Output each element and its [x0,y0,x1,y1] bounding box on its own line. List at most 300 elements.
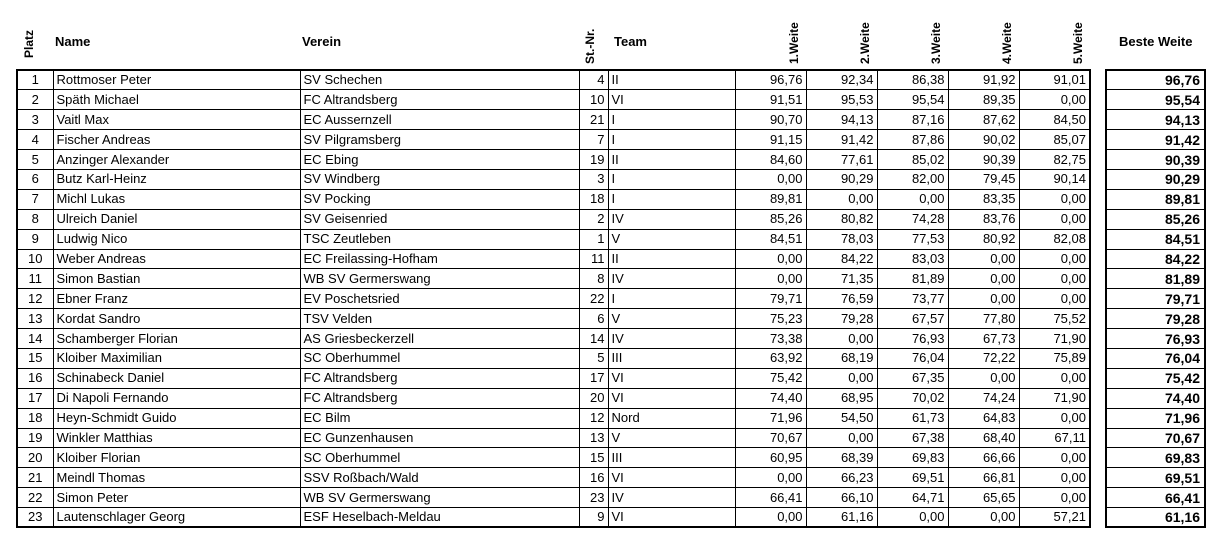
weite-3-cell: 64,71 [877,488,948,508]
st-nr-cell: 12 [579,408,608,428]
weite-1-cell: 71,96 [735,408,806,428]
column-gap [1090,388,1106,408]
weite-3-cell: 85,02 [877,150,948,170]
header-weite-2: 2.Weite [858,22,872,64]
st-nr-cell: 22 [579,289,608,309]
header-platz: Platz [22,29,36,58]
weite-1-cell: 0,00 [735,269,806,289]
weite-2-cell: 94,13 [806,110,877,130]
column-gap [1090,90,1106,110]
weite-3-cell: 67,35 [877,368,948,388]
weite-2-cell: 91,42 [806,130,877,150]
st-nr-cell: 19 [579,150,608,170]
column-gap [1090,289,1106,309]
weite-4-cell: 90,39 [948,150,1019,170]
table-row [17,329,1205,349]
beste-weite-cell: 85,26 [1106,209,1205,229]
column-gap [1090,209,1106,229]
st-nr-cell: 18 [579,189,608,209]
name-cell: Lautenschlager Georg [53,508,300,528]
team-cell: I [608,189,735,209]
beste-weite-cell: 70,67 [1106,428,1205,448]
verein-cell: SV Geisenried [300,209,579,229]
weite-1-cell: 0,00 [735,468,806,488]
st-nr-cell: 23 [579,488,608,508]
weite-4-cell: 80,92 [948,229,1019,249]
name-cell: Späth Michael [53,90,300,110]
weite-1-cell: 70,67 [735,428,806,448]
weite-5-cell: 0,00 [1019,368,1090,388]
table-row [17,130,1205,150]
weite-3-cell: 95,54 [877,90,948,110]
verein-cell: WB SV Germerswang [300,269,579,289]
weite-4-cell: 0,00 [948,269,1019,289]
weite-3-cell: 83,03 [877,249,948,269]
table-row [17,348,1205,368]
column-gap [1090,508,1106,528]
weite-2-cell: 95,53 [806,90,877,110]
beste-weite-cell: 69,51 [1106,468,1205,488]
weite-4-cell: 66,66 [948,448,1019,468]
st-nr-cell: 3 [579,169,608,189]
column-gap [1090,130,1106,150]
team-cell: IV [608,488,735,508]
weite-4-cell: 89,35 [948,90,1019,110]
weite-3-cell: 86,38 [877,70,948,90]
weite-5-cell: 75,89 [1019,348,1090,368]
weite-2-cell: 84,22 [806,249,877,269]
name-cell: Fischer Andreas [53,130,300,150]
team-cell: V [608,428,735,448]
weite-4-cell: 64,83 [948,408,1019,428]
weite-1-cell: 91,51 [735,90,806,110]
st-nr-cell: 2 [579,209,608,229]
weite-5-cell: 0,00 [1019,90,1090,110]
weite-1-cell: 73,38 [735,329,806,349]
team-cell: VI [608,368,735,388]
beste-weite-cell: 84,51 [1106,229,1205,249]
platz-cell: 5 [17,150,53,170]
team-cell: III [608,348,735,368]
weite-2-cell: 66,10 [806,488,877,508]
verein-cell: AS Griesbeckerzell [300,329,579,349]
weite-1-cell: 66,41 [735,488,806,508]
weite-3-cell: 61,73 [877,408,948,428]
beste-weite-cell: 81,89 [1106,269,1205,289]
table-row [17,428,1205,448]
name-cell: Schinabeck Daniel [53,368,300,388]
st-nr-cell: 21 [579,110,608,130]
team-cell: II [608,249,735,269]
weite-5-cell: 0,00 [1019,468,1090,488]
weite-4-cell: 87,62 [948,110,1019,130]
weite-5-cell: 91,01 [1019,70,1090,90]
st-nr-cell: 8 [579,269,608,289]
beste-weite-cell: 61,16 [1106,508,1205,528]
results-table [16,69,1206,528]
verein-cell: FC Altrandsberg [300,388,579,408]
weite-4-cell: 65,65 [948,488,1019,508]
table-row [17,269,1205,289]
weite-4-cell: 72,22 [948,348,1019,368]
weite-2-cell: 0,00 [806,329,877,349]
beste-weite-cell: 90,29 [1106,169,1205,189]
weite-5-cell: 0,00 [1019,289,1090,309]
column-gap [1090,189,1106,209]
team-cell: IV [608,329,735,349]
name-cell: Kloiber Florian [53,448,300,468]
team-cell: III [608,448,735,468]
column-gap [1090,169,1106,189]
weite-5-cell: 84,50 [1019,110,1090,130]
table-row [17,229,1205,249]
weite-5-cell: 0,00 [1019,249,1090,269]
weite-5-cell: 90,14 [1019,169,1090,189]
column-gap [1090,269,1106,289]
name-cell: Ludwig Nico [53,229,300,249]
weite-5-cell: 0,00 [1019,408,1090,428]
weite-4-cell: 68,40 [948,428,1019,448]
team-cell: VI [608,468,735,488]
st-nr-cell: 16 [579,468,608,488]
beste-weite-cell: 75,42 [1106,368,1205,388]
st-nr-cell: 17 [579,368,608,388]
table-row [17,110,1205,130]
beste-weite-cell: 76,04 [1106,348,1205,368]
weite-1-cell: 0,00 [735,169,806,189]
beste-weite-cell: 91,42 [1106,130,1205,150]
weite-1-cell: 84,51 [735,229,806,249]
weite-3-cell: 0,00 [877,189,948,209]
results-rows [17,70,1205,527]
weite-4-cell: 79,45 [948,169,1019,189]
st-nr-cell: 6 [579,309,608,329]
name-cell: Kloiber Maximilian [53,348,300,368]
table-row [17,70,1205,90]
weite-3-cell: 76,93 [877,329,948,349]
weite-1-cell: 84,60 [735,150,806,170]
table-row [17,408,1205,428]
platz-cell: 21 [17,468,53,488]
table-row [17,309,1205,329]
st-nr-cell: 20 [579,388,608,408]
weite-5-cell: 0,00 [1019,269,1090,289]
weite-5-cell: 0,00 [1019,209,1090,229]
name-cell: Schamberger Florian [53,329,300,349]
weite-1-cell: 96,76 [735,70,806,90]
weite-3-cell: 70,02 [877,388,948,408]
weite-4-cell: 67,73 [948,329,1019,349]
table-row [17,368,1205,388]
team-cell: VI [608,90,735,110]
verein-cell: TSV Velden [300,309,579,329]
team-cell: VI [608,508,735,528]
column-gap [1090,329,1106,349]
name-cell: Butz Karl-Heinz [53,169,300,189]
team-cell: I [608,130,735,150]
verein-cell: WB SV Germerswang [300,488,579,508]
weite-2-cell: 71,35 [806,269,877,289]
weite-3-cell: 77,53 [877,229,948,249]
weite-1-cell: 85,26 [735,209,806,229]
weite-3-cell: 69,51 [877,468,948,488]
weite-1-cell: 74,40 [735,388,806,408]
weite-3-cell: 69,83 [877,448,948,468]
table-row [17,388,1205,408]
platz-cell: 16 [17,368,53,388]
column-gap [1090,309,1106,329]
st-nr-cell: 10 [579,90,608,110]
weite-2-cell: 61,16 [806,508,877,528]
team-cell: II [608,150,735,170]
platz-cell: 19 [17,428,53,448]
weite-5-cell: 57,21 [1019,508,1090,528]
st-nr-cell: 15 [579,448,608,468]
platz-cell: 10 [17,249,53,269]
weite-3-cell: 87,86 [877,130,948,150]
verein-cell: SSV Roßbach/Wald [300,468,579,488]
verein-cell: SV Schechen [300,70,579,90]
table-row [17,448,1205,468]
verein-cell: FC Altrandsberg [300,90,579,110]
weite-4-cell: 0,00 [948,508,1019,528]
weite-5-cell: 0,00 [1019,488,1090,508]
team-cell: V [608,309,735,329]
name-cell: Heyn-Schmidt Guido [53,408,300,428]
weite-2-cell: 66,23 [806,468,877,488]
weite-4-cell: 66,81 [948,468,1019,488]
st-nr-cell: 11 [579,249,608,269]
weite-5-cell: 0,00 [1019,189,1090,209]
weite-4-cell: 91,92 [948,70,1019,90]
platz-cell: 20 [17,448,53,468]
weite-4-cell: 83,76 [948,209,1019,229]
platz-cell: 15 [17,348,53,368]
beste-weite-cell: 79,28 [1106,309,1205,329]
column-gap [1090,408,1106,428]
column-gap [1090,150,1106,170]
table-row [17,209,1205,229]
header-weite-4: 4.Weite [1000,22,1014,64]
name-cell: Simon Bastian [53,269,300,289]
weite-5-cell: 82,08 [1019,229,1090,249]
beste-weite-cell: 90,39 [1106,150,1205,170]
column-gap [1090,110,1106,130]
beste-weite-cell: 69,83 [1106,448,1205,468]
verein-cell: SV Pilgramsberg [300,130,579,150]
team-cell: I [608,110,735,130]
beste-weite-cell: 79,71 [1106,289,1205,309]
team-cell: V [608,229,735,249]
beste-weite-cell: 94,13 [1106,110,1205,130]
weite-2-cell: 92,34 [806,70,877,90]
header-weite-1: 1.Weite [787,22,801,64]
verein-cell: EV Poschetsried [300,289,579,309]
weite-4-cell: 83,35 [948,189,1019,209]
column-gap [1090,428,1106,448]
verein-cell: SC Oberhummel [300,348,579,368]
verein-cell: FC Altrandsberg [300,368,579,388]
team-cell: II [608,70,735,90]
weite-5-cell: 82,75 [1019,150,1090,170]
name-cell: Rottmoser Peter [53,70,300,90]
weite-2-cell: 77,61 [806,150,877,170]
beste-weite-cell: 74,40 [1106,388,1205,408]
beste-weite-cell: 71,96 [1106,408,1205,428]
platz-cell: 7 [17,189,53,209]
weite-5-cell: 71,90 [1019,388,1090,408]
weite-4-cell: 77,80 [948,309,1019,329]
weite-1-cell: 90,70 [735,110,806,130]
verein-cell: EC Bilm [300,408,579,428]
name-cell: Vaitl Max [53,110,300,130]
name-cell: Anzinger Alexander [53,150,300,170]
name-cell: Simon Peter [53,488,300,508]
platz-cell: 17 [17,388,53,408]
weite-5-cell: 71,90 [1019,329,1090,349]
header-team: Team [614,34,647,49]
weite-3-cell: 67,38 [877,428,948,448]
beste-weite-cell: 76,93 [1106,329,1205,349]
weite-1-cell: 0,00 [735,508,806,528]
header-beste-weite: Beste Weite [1119,34,1193,49]
team-cell: VI [608,388,735,408]
platz-cell: 8 [17,209,53,229]
table-row [17,289,1205,309]
weite-1-cell: 63,92 [735,348,806,368]
name-cell: Di Napoli Fernando [53,388,300,408]
beste-weite-cell: 89,81 [1106,189,1205,209]
weite-5-cell: 85,07 [1019,130,1090,150]
st-nr-cell: 13 [579,428,608,448]
weite-3-cell: 87,16 [877,110,948,130]
st-nr-cell: 4 [579,70,608,90]
weite-2-cell: 80,82 [806,209,877,229]
st-nr-cell: 5 [579,348,608,368]
weite-3-cell: 0,00 [877,508,948,528]
column-gap [1090,229,1106,249]
platz-cell: 9 [17,229,53,249]
team-cell: I [608,289,735,309]
weite-1-cell: 75,23 [735,309,806,329]
weite-2-cell: 76,59 [806,289,877,309]
weite-1-cell: 91,15 [735,130,806,150]
table-row [17,90,1205,110]
platz-cell: 18 [17,408,53,428]
st-nr-cell: 14 [579,329,608,349]
team-cell: Nord [608,408,735,428]
weite-2-cell: 0,00 [806,428,877,448]
name-cell: Michl Lukas [53,189,300,209]
weite-2-cell: 0,00 [806,189,877,209]
team-cell: IV [608,269,735,289]
name-cell: Weber Andreas [53,249,300,269]
verein-cell: SV Pocking [300,189,579,209]
header-verein: Verein [302,34,342,49]
column-gap [1090,448,1106,468]
verein-cell: EC Gunzenhausen [300,428,579,448]
name-cell: Meindl Thomas [53,468,300,488]
platz-cell: 2 [17,90,53,110]
weite-5-cell: 0,00 [1019,448,1090,468]
weite-2-cell: 0,00 [806,368,877,388]
st-nr-cell: 1 [579,229,608,249]
weite-2-cell: 78,03 [806,229,877,249]
st-nr-cell: 7 [579,130,608,150]
verein-cell: SV Windberg [300,169,579,189]
platz-cell: 11 [17,269,53,289]
weite-1-cell: 89,81 [735,189,806,209]
column-gap [1090,348,1106,368]
table-row [17,488,1205,508]
name-cell: Kordat Sandro [53,309,300,329]
weite-4-cell: 0,00 [948,368,1019,388]
table-row [17,189,1205,209]
verein-cell: SC Oberhummel [300,448,579,468]
weite-1-cell: 79,71 [735,289,806,309]
verein-cell: ESF Heselbach-Meldau [300,508,579,528]
platz-cell: 6 [17,169,53,189]
name-cell: Ulreich Daniel [53,209,300,229]
table-row [17,508,1205,528]
weite-3-cell: 82,00 [877,169,948,189]
weite-2-cell: 68,95 [806,388,877,408]
weite-3-cell: 74,28 [877,209,948,229]
weite-4-cell: 0,00 [948,249,1019,269]
team-cell: IV [608,209,735,229]
weite-2-cell: 54,50 [806,408,877,428]
weite-4-cell: 0,00 [948,289,1019,309]
platz-cell: 13 [17,309,53,329]
table-row [17,150,1205,170]
beste-weite-cell: 84,22 [1106,249,1205,269]
st-nr-cell: 9 [579,508,608,528]
weite-3-cell: 76,04 [877,348,948,368]
column-gap [1090,249,1106,269]
weite-1-cell: 0,00 [735,249,806,269]
weite-2-cell: 68,39 [806,448,877,468]
weite-2-cell: 68,19 [806,348,877,368]
weite-1-cell: 60,95 [735,448,806,468]
column-gap [1090,488,1106,508]
platz-cell: 1 [17,70,53,90]
beste-weite-cell: 96,76 [1106,70,1205,90]
weite-3-cell: 81,89 [877,269,948,289]
weite-2-cell: 79,28 [806,309,877,329]
weite-3-cell: 67,57 [877,309,948,329]
weite-4-cell: 74,24 [948,388,1019,408]
header-weite-3: 3.Weite [929,22,943,64]
column-gap [1090,368,1106,388]
header-name: Name [55,34,91,49]
platz-cell: 14 [17,329,53,349]
verein-cell: EC Ebing [300,150,579,170]
verein-cell: TSC Zeutleben [300,229,579,249]
weite-1-cell: 75,42 [735,368,806,388]
header-st-nr: St.-Nr. [583,28,597,64]
weite-2-cell: 90,29 [806,169,877,189]
platz-cell: 22 [17,488,53,508]
beste-weite-cell: 95,54 [1106,90,1205,110]
platz-cell: 3 [17,110,53,130]
verein-cell: EC Aussernzell [300,110,579,130]
team-cell: I [608,169,735,189]
column-gap [1090,70,1106,90]
column-gap [1090,468,1106,488]
verein-cell: EC Freilassing-Hofham [300,249,579,269]
header-weite-5: 5.Weite [1071,22,1085,64]
platz-cell: 4 [17,130,53,150]
